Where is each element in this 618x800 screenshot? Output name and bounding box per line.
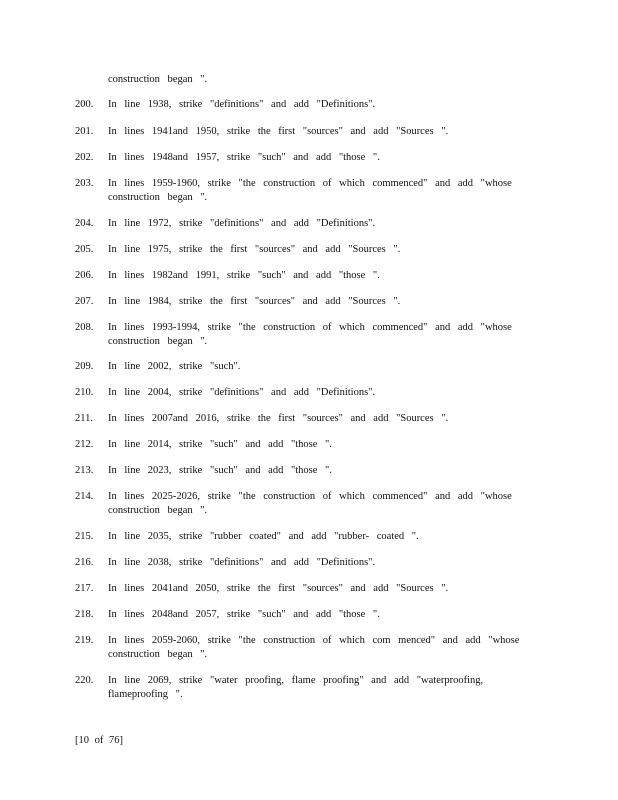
list-item bbox=[0, 582, 618, 610]
item-text: In lines 2059-2060, strike "the construction of which com menced" and add "whose bbox=[108, 635, 520, 646]
list-item bbox=[0, 490, 618, 518]
list-item bbox=[0, 321, 618, 349]
item-number: 209. bbox=[75, 361, 94, 372]
list-item bbox=[0, 674, 618, 702]
item-text: In line 1975, strike the first "sources" and add "Sources ". bbox=[108, 244, 401, 255]
item-number: 208. bbox=[75, 322, 94, 333]
item-number: 201. bbox=[75, 126, 94, 137]
item-text-continued: construction began ". bbox=[108, 192, 208, 203]
item-text: In line 2069, strike "water proofing, flame proofing" and add "waterproofing, bbox=[108, 675, 484, 686]
item-text: In line 2002, strike "such". bbox=[108, 361, 241, 372]
list-item bbox=[0, 556, 618, 584]
list-item bbox=[0, 530, 618, 558]
item-text: In lines 1993-1994, strike "the construction of which commenced" and add "whose bbox=[108, 322, 512, 333]
page-number: [10 of 76] bbox=[75, 735, 123, 746]
item-text: In line 1972, strike "definitions" and add "Definitions". bbox=[108, 218, 376, 229]
item-text: In lines 1959-1960, strike "the construction of which commenced" and add "whose bbox=[108, 178, 512, 189]
item-number: 217. bbox=[75, 583, 94, 594]
item-number: 206. bbox=[75, 270, 94, 281]
item-text: In lines 2025-2026, strike "the construction of which commenced" and add "whose bbox=[108, 491, 512, 502]
item-number: 214. bbox=[75, 491, 94, 502]
item-text-continued: construction began ". bbox=[108, 505, 208, 516]
item-number: 218. bbox=[75, 609, 94, 620]
item-number: 203. bbox=[75, 178, 94, 189]
item-number: 212. bbox=[75, 439, 94, 450]
item-text: In lines 2007and 2016, strike the first "sources" and add "Sources ". bbox=[108, 413, 449, 424]
item-text: In line 1938, strike "definitions" and add "Definitions". bbox=[108, 99, 376, 110]
list-item bbox=[0, 151, 618, 179]
list-item bbox=[0, 295, 618, 323]
item-number: 220. bbox=[75, 675, 94, 686]
list-item bbox=[0, 360, 618, 388]
item-number: 211. bbox=[75, 413, 93, 424]
item-number: 202. bbox=[75, 152, 94, 163]
item-text: In line 2004, strike "definitions" and add "Definitions". bbox=[108, 387, 376, 398]
item-text: In lines 1982and 1991, strike "such" and add "those ". bbox=[108, 270, 380, 281]
item-number: 204. bbox=[75, 218, 94, 229]
item-number: 213. bbox=[75, 465, 94, 476]
list-item bbox=[0, 269, 618, 297]
list-item bbox=[0, 125, 618, 153]
item-number: 216. bbox=[75, 557, 94, 568]
list-item bbox=[0, 217, 618, 245]
item-text: In line 1984, strike the first "sources" and add "Sources ". bbox=[108, 296, 401, 307]
list-item bbox=[0, 177, 618, 205]
item-number: 200. bbox=[75, 99, 94, 110]
list-item bbox=[0, 608, 618, 636]
item-text: In line 2014, strike "such" and add "those ". bbox=[108, 439, 332, 450]
list-item bbox=[0, 386, 618, 414]
item-text: In lines 2048and 2057, strike "such" and add "those ". bbox=[108, 609, 380, 620]
item-text-continued: flameproofing ". bbox=[108, 689, 183, 700]
item-number: 219. bbox=[75, 635, 94, 646]
item-text: In line 2035, strike "rubber coated" and add "rubber- coated ". bbox=[108, 531, 419, 542]
list-item bbox=[0, 464, 618, 492]
item-text: In lines 1941and 1950, strike the first "sources" and add "Sources ". bbox=[108, 126, 449, 137]
item-number: 210. bbox=[75, 387, 94, 398]
list-item bbox=[0, 438, 618, 466]
item-text-continued: construction began ". bbox=[108, 336, 208, 347]
continuation-line: construction began ". bbox=[108, 74, 208, 85]
item-number: 215. bbox=[75, 531, 94, 542]
item-number: 207. bbox=[75, 296, 94, 307]
item-text: In lines 1948and 1957, strike "such" and add "those ". bbox=[108, 152, 380, 163]
list-item bbox=[0, 412, 618, 440]
item-number: 205. bbox=[75, 244, 94, 255]
list-item bbox=[0, 98, 618, 126]
item-text-continued: construction began ". bbox=[108, 649, 208, 660]
item-text: In lines 2041and 2050, strike the first "sources" and add "Sources ". bbox=[108, 583, 449, 594]
item-text: In line 2023, strike "such" and add "those ". bbox=[108, 465, 332, 476]
item-text: In line 2038, strike "definitions" and add "Definitions". bbox=[108, 557, 376, 568]
list-item bbox=[0, 243, 618, 271]
list-item bbox=[0, 634, 618, 662]
